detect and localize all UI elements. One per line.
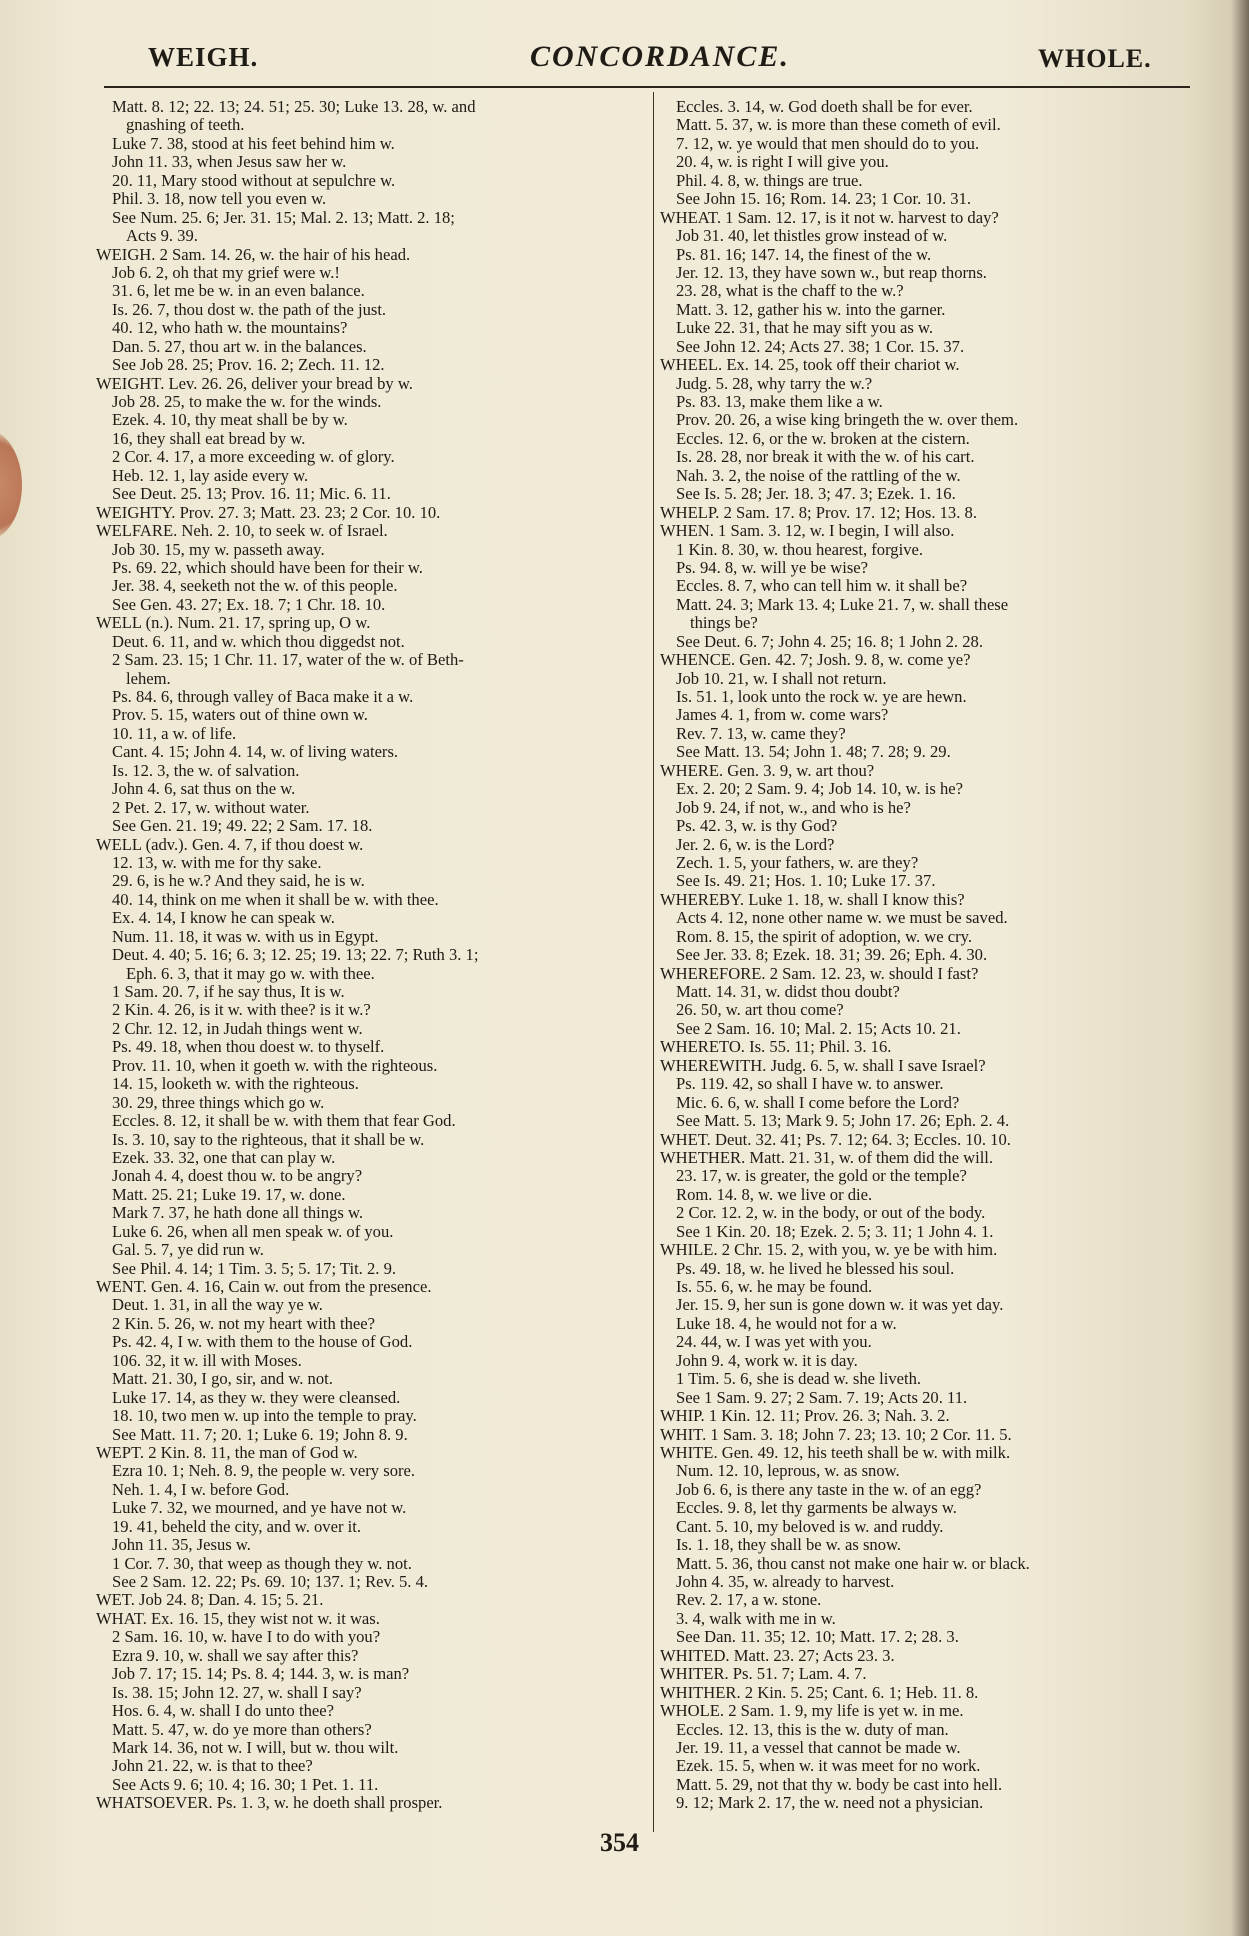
entry-line: Ezek. 15. 5, when w. it was meet for no work. (676, 1757, 981, 1776)
entry-headword-line: WHITED. Matt. 23. 27; Acts 23. 3. (660, 1646, 895, 1665)
entry-headword-line: WHET. Deut. 32. 41; Ps. 7. 12; 64. 3; Eccles. 10. 10. (660, 1130, 1011, 1149)
entry-line: Eccles. 9. 8, let thy garments be always w. (676, 1499, 957, 1518)
entry-line: Luke 18. 4, he would not for a w. (676, 1314, 897, 1333)
entry-line: See Is. 5. 28; Jer. 18. 3; 47. 3; Ezek. 1. 16. (676, 485, 956, 504)
entry-headword-line: WHEREFORE. 2 Sam. 12. 23, w. should I fast? (660, 964, 979, 983)
entry-line: Job 9. 24, if not, w., and who is he? (676, 798, 911, 817)
entry-line: Heb. 12. 1, lay aside every w. (112, 466, 309, 485)
entry-line: 31. 6, let me be w. in an even balance. (112, 282, 365, 301)
entry-line: Jer. 12. 13, they have sown w., but reap thorns. (676, 263, 987, 282)
entry-line: gnashing of teeth. (126, 116, 245, 135)
entry-line: John 11. 35, Jesus w. (112, 1536, 251, 1555)
entry-line: See Deut. 25. 13; Prov. 16. 11; Mic. 6. 11. (112, 485, 391, 504)
entry-headword-line: WELL (adv.). Gen. 4. 7, if thou doest w. (96, 835, 364, 854)
entry-headword-line: WHERE. Gen. 3. 9, w. art thou? (660, 761, 875, 780)
entry-line: Matt. 3. 12, gather his w. into the garner. (676, 300, 946, 319)
entry-line: Judg. 5. 28, why tarry the w.? (676, 374, 873, 393)
entry-line: See 2 Sam. 12. 22; Ps. 69. 10; 137. 1; Rev. 5. 4. (112, 1573, 429, 1591)
entry-line: 3. 4, walk with me in w. (676, 1609, 836, 1628)
entry-line: Matt. 14. 31, w. didst thou doubt? (676, 983, 900, 1001)
entry-line: Luke 7. 38, stood at his feet behind him w. (112, 134, 395, 153)
entry-headword-line: WEPT. 2 Kin. 8. 11, the man of God w. (96, 1443, 358, 1462)
entry-line: Job 6. 6, is there any taste in the w. of an egg? (676, 1480, 982, 1499)
entry-line: See Gen. 21. 19; 49. 22; 2 Sam. 17. 18. (112, 817, 373, 836)
entry-line: Ex. 4. 14, I know he can speak w. (112, 909, 335, 928)
entry-line: Phil. 4. 8, w. things are true. (676, 171, 863, 190)
entry-line: Eccles. 12. 13, this is the w. duty of man. (676, 1720, 949, 1739)
entry-line: Matt. 8. 12; 22. 13; 24. 51; 25. 30; Luke 13. 28, w. and (112, 98, 476, 116)
entry-line: Deut. 6. 11, and w. which thou diggedst not. (112, 632, 405, 651)
entry-line: 1 Kin. 8. 30, w. thou hearest, forgive. (676, 540, 924, 559)
entry-line: 10. 11, a w. of life. (112, 724, 237, 743)
entry-line: Is. 26. 7, thou dost w. the path of the just. (112, 300, 387, 319)
entry-line: 40. 12, who hath w. the mountains? (112, 319, 348, 338)
entry-headword-line: WEIGH. 2 Sam. 14. 26, w. the hair of his head. (96, 245, 411, 264)
running-header (0, 38, 1249, 78)
entry-headword-line: WHITHER. 2 Kin. 5. 25; Cant. 6. 1; Heb. 11. 8. (660, 1683, 979, 1702)
entry-line: See Matt. 5. 13; Mark 9. 5; John 17. 26; Eph. 2. 4. (676, 1112, 1010, 1131)
entry-line: Ps. 83. 13, make them like a w. (676, 393, 883, 411)
entry-line: Is. 3. 10, say to the righteous, that it shall be w. (112, 1130, 425, 1149)
entry-line: Job 30. 15, my w. passeth away. (112, 540, 325, 559)
entry-line: 40. 14, think on me when it shall be w. with thee. (112, 890, 439, 909)
entry-line: Ezra 9. 10, w. shall we say after this? (112, 1646, 359, 1665)
entry-line: Is. 28. 28, nor break it with the w. of his cart. (676, 448, 975, 467)
entry-line: 29. 6, is he w.? And they said, he is w. (112, 872, 365, 891)
entry-line: See Num. 25. 6; Jer. 31. 15; Mal. 2. 13; Matt. 2. 18; (112, 208, 455, 227)
entry-headword-line: WHOLE. 2 Sam. 1. 9, my life is yet w. in me. (660, 1702, 964, 1721)
entry-line: See Matt. 13. 54; John 1. 48; 7. 28; 9. 29. (676, 743, 951, 762)
entry-headword-line: WHAT. Ex. 16. 15, they wist not w. it was. (96, 1609, 380, 1628)
entry-line: Prov. 5. 15, waters out of thine own w. (112, 706, 368, 725)
entry-line: Is. 38. 15; John 12. 27, w. shall I say? (112, 1683, 362, 1702)
entry-line: 106. 32, it w. ill with Moses. (112, 1351, 302, 1370)
entry-headword-line: WHERETO. Is. 55. 11; Phil. 3. 16. (660, 1038, 892, 1057)
entry-line: Eph. 6. 3, that it may go w. with thee. (126, 964, 375, 983)
entry-line: Ps. 94. 8, w. will ye be wise? (676, 558, 869, 577)
entry-line: 2 Kin. 4. 26, is it w. with thee? is it w.? (112, 1001, 371, 1020)
entry-line: Cant. 5. 10, my beloved is w. and ruddy. (676, 1517, 944, 1536)
entry-line: Gal. 5. 7, ye did run w. (112, 1241, 264, 1260)
entry-line: Is. 1. 18, they shall be w. as snow. (676, 1536, 902, 1555)
entry-line: Deut. 4. 40; 5. 16; 6. 3; 12. 25; 19. 13; 22. 7; Ruth 3. 1; (112, 946, 479, 965)
entry-line: 30. 29, three things which go w. (112, 1093, 325, 1112)
entry-line: See John 15. 16; Rom. 14. 23; 1 Cor. 10. 31. (676, 190, 972, 209)
entry-line: Matt. 21. 30, I go, sir, and w. not. (112, 1370, 333, 1389)
entry-line: Luke 6. 26, when all men speak w. of you. (112, 1222, 394, 1241)
entry-line: Prov. 11. 10, when it goeth w. with the righteous. (112, 1056, 438, 1075)
entry-line: 9. 12; Mark 2. 17, the w. need not a physician. (676, 1794, 984, 1813)
entry-headword-line: WHENCE. Gen. 42. 7; Josh. 9. 8, w. come ye? (660, 651, 971, 670)
entry-line: Jer. 38. 4, seeketh not the w. of this people. (112, 577, 398, 596)
entry-line: Jer. 2. 6, w. is the Lord? (676, 835, 835, 854)
entry-headword-line: WHIT. 1 Sam. 3. 18; John 7. 23; 13. 10; 2 Cor. 11. 5. (660, 1425, 1012, 1444)
entry-line: Rom. 8. 15, the spirit of adoption, w. we cry. (676, 927, 973, 946)
entry-line: 2 Pet. 2. 17, w. without water. (112, 798, 310, 817)
entry-line: Matt. 25. 21; Luke 19. 17, w. done. (112, 1185, 346, 1204)
entry-line: Job 10. 21, w. I shall not return. (676, 669, 887, 688)
entry-headword-line: WHATSOEVER. Ps. 1. 3, w. he doeth shall prosper. (96, 1794, 443, 1813)
entry-line: Jer. 19. 11, a vessel that cannot be made w. (676, 1738, 961, 1757)
entry-line: 12. 13, w. with me for thy sake. (112, 853, 322, 872)
entry-line: Mark 14. 36, not w. I will, but w. thou wilt. (112, 1738, 399, 1757)
entry-line: Luke 17. 14, as they w. they were cleansed. (112, 1388, 401, 1407)
entry-line: 14. 15, looketh w. with the righteous. (112, 1075, 359, 1094)
entry-line: Cant. 4. 15; John 4. 14, w. of living waters. (112, 743, 399, 762)
entry-line: 2 Chr. 12. 12, in Judah things went w. (112, 1019, 363, 1038)
entry-line: Job 31. 40, let thistles grow instead of w. (676, 227, 948, 246)
entry-line: Ezek. 33. 32, one that can play w. (112, 1148, 336, 1167)
entry-line: James 4. 1, from w. come wars? (676, 706, 889, 725)
entry-headword-line: WEIGHTY. Prov. 27. 3; Matt. 23. 23; 2 Cor. 10. 10. (96, 503, 441, 522)
entry-line: Eccles. 12. 6, or the w. broken at the cistern. (676, 429, 970, 448)
entry-line: Is. 55. 6, w. he may be found. (676, 1278, 873, 1296)
entry-line: Eccles. 3. 14, w. God doeth shall be for ever. (676, 98, 973, 116)
entry-line: 1 Sam. 20. 7, if he say thus, It is w. (112, 983, 345, 1001)
entry-line: 20. 11, Mary stood without at sepulchre w. (112, 171, 396, 190)
entry-line: Job 6. 2, oh that my grief were w.! (112, 263, 340, 282)
entry-line: 1 Cor. 7. 30, that weep as though they w. not. (112, 1554, 412, 1573)
entry-line: Is. 12. 3, the w. of salvation. (112, 761, 300, 780)
entry-line: Ps. 42. 4, I w. with them to the house of God. (112, 1333, 413, 1352)
entry-line: Num. 11. 18, it was w. with us in Egypt. (112, 927, 379, 946)
entry-line: 20. 4, w. is right I will give you. (676, 153, 889, 172)
entry-headword-line: WHEAT. 1 Sam. 12. 17, is it not w. harvest to day? (660, 208, 999, 227)
entry-line: Jer. 15. 9, her sun is gone down w. it was yet day. (676, 1296, 1004, 1315)
entry-line: Ps. 84. 6, through valley of Baca make it a w. (112, 688, 414, 706)
entry-line: Deut. 1. 31, in all the way ye w. (112, 1296, 323, 1315)
entry-line: Mic. 6. 6, w. shall I come before the Lord? (676, 1093, 960, 1112)
header-right-guideword: WHOLE. (1038, 44, 1152, 73)
entry-line: See Dan. 11. 35; 12. 10; Matt. 17. 2; 28. 3. (676, 1628, 959, 1647)
column-divider (653, 92, 654, 1832)
entry-headword-line: WHEREWITH. Judg. 6. 5, w. shall I save Israel? (660, 1056, 986, 1075)
entry-line: Phil. 3. 18, now tell you even w. (112, 190, 327, 209)
entry-headword-line: WHEN. 1 Sam. 3. 12, w. I begin, I will also. (660, 522, 955, 541)
entry-line: Hos. 6. 4, w. shall I do unto thee? (112, 1702, 334, 1721)
entry-line: Dan. 5. 27, thou art w. in the balances. (112, 337, 367, 356)
entry-line: Job 7. 17; 15. 14; Ps. 8. 4; 144. 3, w. is man? (112, 1665, 410, 1684)
entry-line: 2 Cor. 12. 2, w. in the body, or out of the body. (676, 1204, 986, 1223)
entry-line: 2 Sam. 16. 10, w. have I to do with you? (112, 1628, 381, 1647)
thumb-shadow (0, 430, 22, 540)
entry-headword-line: WHITER. Ps. 51. 7; Lam. 4. 7. (660, 1665, 867, 1684)
entry-headword-line: WHITE. Gen. 49. 12, his teeth shall be w. with milk. (660, 1443, 1011, 1462)
entry-line: Jonah 4. 4, doest thou w. to be angry? (112, 1167, 363, 1186)
entry-line: See Deut. 6. 7; John 4. 25; 16. 8; 1 John 2. 28. (676, 632, 983, 651)
entry-headword-line: WELL (n.). Num. 21. 17, spring up, O w. (96, 614, 371, 633)
entry-line: Rom. 14. 8, w. we live or die. (676, 1185, 873, 1204)
entry-line: Ps. 42. 3, w. is thy God? (676, 817, 838, 836)
entry-line: See Job 28. 25; Prov. 16. 2; Zech. 11. 12. (112, 356, 385, 375)
entry-line: Luke 7. 32, we mourned, and ye have not w. (112, 1499, 407, 1518)
entry-line: Rev. 7. 13, w. came they? (676, 724, 846, 743)
entry-line: Neh. 1. 4, I w. before God. (112, 1480, 290, 1499)
entry-line: Matt. 5. 29, not that thy w. body be cast into hell. (676, 1775, 1003, 1794)
entry-headword-line: WHILE. 2 Chr. 15. 2, with you, w. ye be with him. (660, 1241, 998, 1260)
entry-line: See Acts 9. 6; 10. 4; 16. 30; 1 Pet. 1. 11. (112, 1775, 379, 1794)
entry-line: 23. 28, what is the chaff to the w.? (676, 282, 904, 301)
entry-line: Ps. 81. 16; 147. 14, the finest of the w. (676, 245, 932, 264)
entry-line: John 4. 35, w. already to harvest. (676, 1573, 895, 1591)
entry-line: things be? (690, 614, 758, 633)
entry-line: 19. 41, beheld the city, and w. over it. (112, 1517, 361, 1536)
entry-line: Luke 22. 31, that he may sift you as w. (676, 319, 934, 338)
entry-line: 2 Kin. 5. 26, w. not my heart with thee? (112, 1314, 375, 1333)
entry-line: John 21. 22, w. is that to thee? (112, 1757, 313, 1776)
header-title: CONCORDANCE. (530, 40, 790, 73)
entry-line: John 11. 33, when Jesus saw her w. (112, 153, 347, 172)
header-left-guideword: WEIGH. (148, 42, 259, 72)
entry-line: Matt. 5. 37, w. is more than these cometh of evil. (676, 116, 1001, 135)
entry-headword-line: WET. Job 24. 8; Dan. 4. 15; 5. 21. (96, 1591, 324, 1610)
entry-line: See Is. 49. 21; Hos. 1. 10; Luke 17. 37. (676, 872, 936, 891)
entry-line: Ps. 119. 42, so shall I have w. to answer. (676, 1075, 944, 1094)
entry-line: Rev. 2. 17, a w. stone. (676, 1591, 822, 1610)
entry-line: Zech. 1. 5, your fathers, w. are they? (676, 853, 919, 872)
entry-line: 1 Tim. 5. 6, she is dead w. she liveth. (676, 1370, 922, 1389)
entry-line: Matt. 24. 3; Mark 13. 4; Luke 21. 7, w. shall these (676, 595, 1009, 614)
right-column (660, 98, 1180, 1813)
entry-line: See Jer. 33. 8; Ezek. 18. 31; 39. 26; Eph. 4. 30. (676, 946, 988, 965)
entry-line: 18. 10, two men w. up into the temple to pray. (112, 1407, 417, 1426)
page-number: 354 (600, 1828, 639, 1857)
entry-line: Mark 7. 37, he hath done all things w. (112, 1204, 364, 1223)
entry-headword-line: WENT. Gen. 4. 16, Cain w. out from the presence. (96, 1278, 432, 1296)
entry-line: Acts 4. 12, none other name w. we must be saved. (676, 909, 1008, 928)
entry-line: Ezek. 4. 10, thy meat shall be by w. (112, 411, 348, 430)
entry-line: Num. 12. 10, leprous, w. as snow. (676, 1462, 900, 1481)
entry-line: Is. 51. 1, look unto the rock w. ye are hewn. (676, 688, 967, 706)
header-rule (104, 86, 1190, 88)
entry-line: See 1 Kin. 20. 18; Ezek. 2. 5; 3. 11; 1 John 4. 1. (676, 1222, 994, 1241)
entry-line: 26. 50, w. art thou come? (676, 1001, 844, 1020)
entry-line: Matt. 5. 47, w. do ye more than others? (112, 1720, 372, 1739)
entry-line: 23. 17, w. is greater, the gold or the temple? (676, 1167, 967, 1186)
entry-line: John 4. 6, sat thus on the w. (112, 780, 296, 799)
entry-line: lehem. (126, 669, 171, 688)
entry-headword-line: WHEEL. Ex. 14. 25, took off their chariot w. (660, 356, 960, 375)
entry-line: Ezra 10. 1; Neh. 8. 9, the people w. very sore. (112, 1462, 416, 1481)
entry-line: Acts 9. 39. (126, 227, 198, 246)
page-edge-shadow (1231, 0, 1249, 1936)
entry-line: See John 12. 24; Acts 27. 38; 1 Cor. 15. 37. (676, 337, 965, 356)
entry-line: Ps. 49. 18, when thou doest w. to thyself. (112, 1038, 385, 1057)
entry-line: 2 Sam. 23. 15; 1 Chr. 11. 17, water of the w. of Beth- (112, 651, 464, 670)
entry-line: Matt. 5. 36, thou canst not make one hair w. or black. (676, 1554, 1030, 1573)
entry-line: 24. 44, w. I was yet with you. (676, 1333, 872, 1352)
entry-line: See Phil. 4. 14; 1 Tim. 3. 5; 5. 17; Tit. 2. 9. (112, 1259, 397, 1278)
entry-line: See 2 Sam. 16. 10; Mal. 2. 15; Acts 10. 21. (676, 1019, 961, 1038)
entry-line: See Gen. 43. 27; Ex. 18. 7; 1 Chr. 18. 10. (112, 595, 386, 614)
entry-line: Ex. 2. 20; 2 Sam. 9. 4; Job 14. 10, w. is he? (676, 780, 963, 799)
entry-line: Eccles. 8. 12, it shall be w. with them that fear God. (112, 1112, 456, 1131)
entry-line: Ps. 49. 18, w. he lived he blessed his soul. (676, 1259, 955, 1278)
entry-headword-line: WHELP. 2 Sam. 17. 8; Prov. 17. 12; Hos. 13. 8. (660, 503, 977, 522)
entry-headword-line: WHEREBY. Luke 1. 18, w. shall I know this? (660, 890, 965, 909)
entry-line: Job 28. 25, to make the w. for the winds. (112, 393, 382, 411)
entry-line: Ps. 69. 22, which should have been for their w. (112, 558, 423, 577)
entry-line: Eccles. 8. 7, who can tell him w. it shall be? (676, 577, 968, 596)
entry-headword-line: WELFARE. Neh. 2. 10, to seek w. of Israel. (96, 522, 388, 541)
left-column (96, 98, 650, 1813)
entry-headword-line: WHETHER. Matt. 21. 31, w. of them did the will. (660, 1148, 994, 1167)
entry-line: John 9. 4, work w. it is day. (676, 1351, 858, 1370)
entry-line: See Matt. 11. 7; 20. 1; Luke 6. 19; John 8. 9. (112, 1425, 408, 1444)
entry-headword-line: WEIGHT. Lev. 26. 26, deliver your bread by w. (96, 374, 413, 393)
entry-line: Prov. 20. 26, a wise king bringeth the w. over them. (676, 411, 1019, 430)
entry-line: 7. 12, w. ye would that men should do to you. (676, 134, 980, 153)
entry-line: 16, they shall eat bread by w. (112, 429, 306, 448)
entry-line: 2 Cor. 4. 17, a more exceeding w. of glory. (112, 448, 395, 467)
entry-headword-line: WHIP. 1 Kin. 12. 11; Prov. 26. 3; Nah. 3. 2. (660, 1407, 950, 1426)
entry-line: See 1 Sam. 9. 27; 2 Sam. 7. 19; Acts 20. 11. (676, 1388, 968, 1407)
entry-line: Nah. 3. 2, the noise of the rattling of the w. (676, 466, 961, 485)
